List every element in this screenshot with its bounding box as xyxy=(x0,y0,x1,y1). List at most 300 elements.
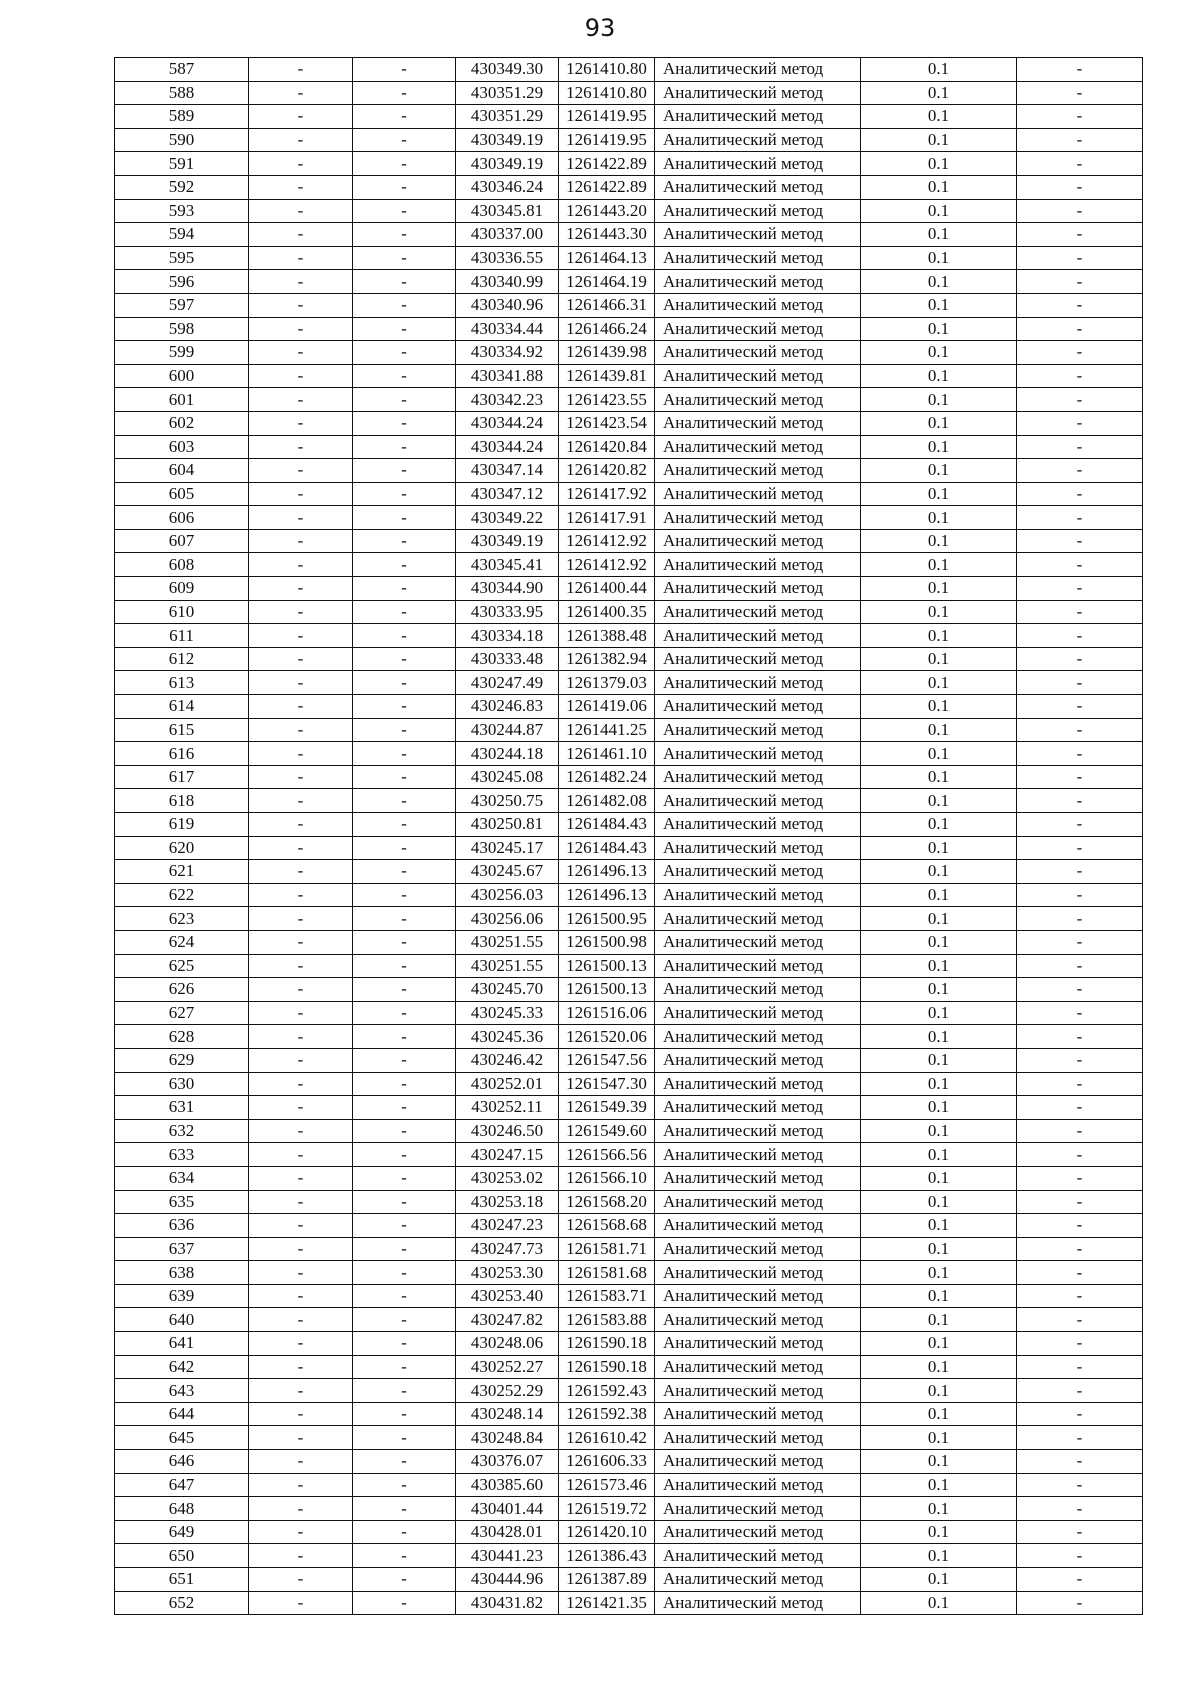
cell-col-h: - xyxy=(1017,577,1143,601)
cell-coord-y: 1261461.10 xyxy=(559,742,655,766)
cell-point-number: 636 xyxy=(115,1214,249,1238)
cell-col-b: - xyxy=(249,1166,353,1190)
cell-coord-y: 1261441.25 xyxy=(559,718,655,742)
cell-col-c: - xyxy=(353,1497,456,1521)
cell-coord-x: 430256.06 xyxy=(456,907,559,931)
cell-col-c: - xyxy=(353,246,456,270)
cell-method: Аналитический метод xyxy=(655,270,861,294)
cell-coord-x: 430250.75 xyxy=(456,789,559,813)
cell-precision: 0.1 xyxy=(861,1048,1017,1072)
cell-coord-x: 430431.82 xyxy=(456,1591,559,1615)
cell-method: Аналитический метод xyxy=(655,600,861,624)
cell-col-c: - xyxy=(353,152,456,176)
cell-method: Аналитический метод xyxy=(655,765,861,789)
table-row xyxy=(115,105,1143,129)
cell-method: Аналитический метод xyxy=(655,813,861,837)
cell-point-number: 632 xyxy=(115,1119,249,1143)
table-row xyxy=(115,1544,1143,1568)
cell-col-c: - xyxy=(353,223,456,247)
cell-precision: 0.1 xyxy=(861,671,1017,695)
cell-method: Аналитический метод xyxy=(655,1261,861,1285)
cell-col-h: - xyxy=(1017,1214,1143,1238)
cell-point-number: 593 xyxy=(115,199,249,223)
cell-coord-x: 430253.18 xyxy=(456,1190,559,1214)
cell-col-h: - xyxy=(1017,105,1143,129)
cell-method: Аналитический метод xyxy=(655,175,861,199)
cell-method: Аналитический метод xyxy=(655,907,861,931)
cell-col-c: - xyxy=(353,789,456,813)
cell-col-c: - xyxy=(353,600,456,624)
cell-col-h: - xyxy=(1017,506,1143,530)
cell-coord-y: 1261412.92 xyxy=(559,553,655,577)
cell-coord-y: 1261590.18 xyxy=(559,1355,655,1379)
cell-precision: 0.1 xyxy=(861,577,1017,601)
cell-col-c: - xyxy=(353,624,456,648)
cell-col-b: - xyxy=(249,647,353,671)
cell-precision: 0.1 xyxy=(861,907,1017,931)
cell-col-c: - xyxy=(353,813,456,837)
cell-point-number: 651 xyxy=(115,1568,249,1592)
table-row xyxy=(115,1237,1143,1261)
cell-col-h: - xyxy=(1017,529,1143,553)
cell-coord-x: 430247.49 xyxy=(456,671,559,695)
cell-point-number: 588 xyxy=(115,81,249,105)
cell-col-b: - xyxy=(249,1001,353,1025)
cell-col-c: - xyxy=(353,529,456,553)
table-row xyxy=(115,1473,1143,1497)
cell-precision: 0.1 xyxy=(861,789,1017,813)
cell-method: Аналитический метод xyxy=(655,482,861,506)
cell-method: Аналитический метод xyxy=(655,1096,861,1120)
cell-precision: 0.1 xyxy=(861,1190,1017,1214)
cell-method: Аналитический метод xyxy=(655,459,861,483)
table-row xyxy=(115,718,1143,742)
table-row xyxy=(115,482,1143,506)
cell-col-h: - xyxy=(1017,435,1143,459)
cell-col-c: - xyxy=(353,341,456,365)
cell-col-h: - xyxy=(1017,1355,1143,1379)
cell-point-number: 642 xyxy=(115,1355,249,1379)
table-row xyxy=(115,1261,1143,1285)
cell-col-b: - xyxy=(249,600,353,624)
cell-point-number: 587 xyxy=(115,58,249,82)
table-row xyxy=(115,978,1143,1002)
table-row xyxy=(115,1520,1143,1544)
cell-method: Аналитический метод xyxy=(655,1497,861,1521)
cell-coord-x: 430247.82 xyxy=(456,1308,559,1332)
table-row xyxy=(115,506,1143,530)
cell-point-number: 616 xyxy=(115,742,249,766)
cell-coord-x: 430250.81 xyxy=(456,813,559,837)
cell-coord-y: 1261466.24 xyxy=(559,317,655,341)
cell-precision: 0.1 xyxy=(861,718,1017,742)
cell-point-number: 601 xyxy=(115,388,249,412)
cell-col-b: - xyxy=(249,1048,353,1072)
cell-col-b: - xyxy=(249,1473,353,1497)
cell-precision: 0.1 xyxy=(861,1001,1017,1025)
cell-method: Аналитический метод xyxy=(655,105,861,129)
cell-col-b: - xyxy=(249,529,353,553)
cell-coord-y: 1261566.56 xyxy=(559,1143,655,1167)
cell-method: Аналитический метод xyxy=(655,246,861,270)
cell-col-c: - xyxy=(353,1025,456,1049)
table-row xyxy=(115,175,1143,199)
cell-coord-x: 430247.23 xyxy=(456,1214,559,1238)
cell-method: Аналитический метод xyxy=(655,1237,861,1261)
cell-method: Аналитический метод xyxy=(655,836,861,860)
cell-point-number: 607 xyxy=(115,529,249,553)
cell-precision: 0.1 xyxy=(861,1096,1017,1120)
cell-coord-y: 1261423.55 xyxy=(559,388,655,412)
table-row xyxy=(115,860,1143,884)
cell-col-h: - xyxy=(1017,930,1143,954)
cell-col-b: - xyxy=(249,907,353,931)
cell-point-number: 594 xyxy=(115,223,249,247)
cell-coord-y: 1261519.72 xyxy=(559,1497,655,1521)
cell-coord-x: 430428.01 xyxy=(456,1520,559,1544)
cell-coord-x: 430334.92 xyxy=(456,341,559,365)
cell-col-b: - xyxy=(249,742,353,766)
cell-coord-y: 1261386.43 xyxy=(559,1544,655,1568)
cell-col-h: - xyxy=(1017,1450,1143,1474)
cell-col-b: - xyxy=(249,317,353,341)
cell-col-b: - xyxy=(249,1261,353,1285)
cell-col-b: - xyxy=(249,1568,353,1592)
cell-col-b: - xyxy=(249,1284,353,1308)
table-row xyxy=(115,1048,1143,1072)
cell-coord-x: 430333.95 xyxy=(456,600,559,624)
cell-col-b: - xyxy=(249,1237,353,1261)
cell-col-c: - xyxy=(353,1402,456,1426)
cell-col-b: - xyxy=(249,105,353,129)
cell-point-number: 590 xyxy=(115,128,249,152)
cell-point-number: 602 xyxy=(115,411,249,435)
cell-point-number: 648 xyxy=(115,1497,249,1521)
cell-method: Аналитический метод xyxy=(655,1568,861,1592)
cell-col-c: - xyxy=(353,364,456,388)
cell-col-b: - xyxy=(249,388,353,412)
table-row xyxy=(115,317,1143,341)
cell-col-h: - xyxy=(1017,978,1143,1002)
cell-coord-y: 1261590.18 xyxy=(559,1332,655,1356)
cell-method: Аналитический метод xyxy=(655,1001,861,1025)
cell-col-h: - xyxy=(1017,1591,1143,1615)
cell-precision: 0.1 xyxy=(861,647,1017,671)
cell-col-c: - xyxy=(353,435,456,459)
cell-precision: 0.1 xyxy=(861,954,1017,978)
cell-coord-x: 430253.02 xyxy=(456,1166,559,1190)
cell-col-h: - xyxy=(1017,293,1143,317)
cell-col-c: - xyxy=(353,930,456,954)
cell-method: Аналитический метод xyxy=(655,317,861,341)
cell-coord-y: 1261484.43 xyxy=(559,836,655,860)
cell-col-c: - xyxy=(353,459,456,483)
table-row xyxy=(115,81,1143,105)
cell-precision: 0.1 xyxy=(861,1332,1017,1356)
cell-precision: 0.1 xyxy=(861,1426,1017,1450)
cell-method: Аналитический метод xyxy=(655,81,861,105)
cell-col-h: - xyxy=(1017,1426,1143,1450)
cell-col-h: - xyxy=(1017,317,1143,341)
cell-precision: 0.1 xyxy=(861,246,1017,270)
table-row xyxy=(115,364,1143,388)
cell-coord-y: 1261419.06 xyxy=(559,695,655,719)
cell-method: Аналитический метод xyxy=(655,529,861,553)
cell-col-c: - xyxy=(353,742,456,766)
cell-coord-y: 1261420.84 xyxy=(559,435,655,459)
cell-coord-x: 430244.18 xyxy=(456,742,559,766)
table-row xyxy=(115,765,1143,789)
cell-col-c: - xyxy=(353,860,456,884)
cell-method: Аналитический метод xyxy=(655,695,861,719)
cell-point-number: 599 xyxy=(115,341,249,365)
cell-coord-x: 430247.73 xyxy=(456,1237,559,1261)
cell-coord-x: 430245.67 xyxy=(456,860,559,884)
cell-col-h: - xyxy=(1017,907,1143,931)
table-row xyxy=(115,1166,1143,1190)
cell-col-c: - xyxy=(353,1166,456,1190)
cell-coord-y: 1261423.54 xyxy=(559,411,655,435)
cell-col-h: - xyxy=(1017,1096,1143,1120)
cell-col-b: - xyxy=(249,199,353,223)
cell-coord-y: 1261420.10 xyxy=(559,1520,655,1544)
cell-col-b: - xyxy=(249,671,353,695)
table-row xyxy=(115,1379,1143,1403)
cell-precision: 0.1 xyxy=(861,364,1017,388)
cell-coord-x: 430344.90 xyxy=(456,577,559,601)
cell-precision: 0.1 xyxy=(861,81,1017,105)
cell-coord-y: 1261484.43 xyxy=(559,813,655,837)
cell-coord-x: 430351.29 xyxy=(456,81,559,105)
cell-point-number: 610 xyxy=(115,600,249,624)
cell-point-number: 639 xyxy=(115,1284,249,1308)
table-row xyxy=(115,954,1143,978)
cell-precision: 0.1 xyxy=(861,1237,1017,1261)
table-row xyxy=(115,553,1143,577)
cell-col-b: - xyxy=(249,246,353,270)
cell-col-h: - xyxy=(1017,175,1143,199)
cell-col-b: - xyxy=(249,765,353,789)
cell-method: Аналитический метод xyxy=(655,1143,861,1167)
cell-col-b: - xyxy=(249,435,353,459)
cell-col-b: - xyxy=(249,506,353,530)
cell-col-c: - xyxy=(353,506,456,530)
cell-coord-y: 1261606.33 xyxy=(559,1450,655,1474)
cell-coord-y: 1261419.95 xyxy=(559,105,655,129)
cell-col-h: - xyxy=(1017,341,1143,365)
cell-col-h: - xyxy=(1017,883,1143,907)
cell-col-h: - xyxy=(1017,1402,1143,1426)
cell-col-c: - xyxy=(353,1214,456,1238)
cell-col-h: - xyxy=(1017,789,1143,813)
cell-point-number: 630 xyxy=(115,1072,249,1096)
table-row xyxy=(115,577,1143,601)
page-number: 93 xyxy=(584,14,616,42)
cell-precision: 0.1 xyxy=(861,1072,1017,1096)
cell-point-number: 631 xyxy=(115,1096,249,1120)
cell-point-number: 625 xyxy=(115,954,249,978)
cell-coord-y: 1261387.89 xyxy=(559,1568,655,1592)
cell-col-c: - xyxy=(353,105,456,129)
cell-col-c: - xyxy=(353,765,456,789)
cell-point-number: 652 xyxy=(115,1591,249,1615)
cell-precision: 0.1 xyxy=(861,1214,1017,1238)
cell-col-h: - xyxy=(1017,81,1143,105)
cell-col-h: - xyxy=(1017,742,1143,766)
cell-precision: 0.1 xyxy=(861,883,1017,907)
cell-col-b: - xyxy=(249,364,353,388)
cell-point-number: 597 xyxy=(115,293,249,317)
cell-method: Аналитический метод xyxy=(655,1072,861,1096)
cell-col-b: - xyxy=(249,58,353,82)
table-row xyxy=(115,293,1143,317)
table-row xyxy=(115,836,1143,860)
cell-method: Аналитический метод xyxy=(655,1450,861,1474)
cell-col-b: - xyxy=(249,1143,353,1167)
cell-col-c: - xyxy=(353,388,456,412)
cell-coord-x: 430349.19 xyxy=(456,529,559,553)
cell-col-b: - xyxy=(249,1072,353,1096)
cell-coord-y: 1261466.31 xyxy=(559,293,655,317)
cell-col-b: - xyxy=(249,223,353,247)
cell-method: Аналитический метод xyxy=(655,883,861,907)
cell-col-c: - xyxy=(353,58,456,82)
cell-point-number: 649 xyxy=(115,1520,249,1544)
cell-coord-x: 430246.42 xyxy=(456,1048,559,1072)
cell-coord-y: 1261400.44 xyxy=(559,577,655,601)
cell-coord-y: 1261388.48 xyxy=(559,624,655,648)
cell-coord-y: 1261592.38 xyxy=(559,1402,655,1426)
cell-col-c: - xyxy=(353,718,456,742)
table-row xyxy=(115,1025,1143,1049)
cell-coord-y: 1261482.24 xyxy=(559,765,655,789)
table-row xyxy=(115,695,1143,719)
cell-method: Аналитический метод xyxy=(655,223,861,247)
cell-coord-y: 1261592.43 xyxy=(559,1379,655,1403)
cell-precision: 0.1 xyxy=(861,978,1017,1002)
table-row xyxy=(115,128,1143,152)
cell-method: Аналитический метод xyxy=(655,1214,861,1238)
cell-method: Аналитический метод xyxy=(655,364,861,388)
cell-coord-y: 1261547.30 xyxy=(559,1072,655,1096)
cell-coord-y: 1261500.13 xyxy=(559,978,655,1002)
cell-coord-y: 1261400.35 xyxy=(559,600,655,624)
table-row xyxy=(115,600,1143,624)
cell-coord-x: 430340.96 xyxy=(456,293,559,317)
cell-precision: 0.1 xyxy=(861,58,1017,82)
table-row xyxy=(115,1402,1143,1426)
cell-col-b: - xyxy=(249,459,353,483)
cell-method: Аналитический метод xyxy=(655,954,861,978)
cell-precision: 0.1 xyxy=(861,1520,1017,1544)
cell-point-number: 622 xyxy=(115,883,249,907)
cell-method: Аналитический метод xyxy=(655,1520,861,1544)
cell-method: Аналитический метод xyxy=(655,1332,861,1356)
cell-col-b: - xyxy=(249,1520,353,1544)
cell-point-number: 618 xyxy=(115,789,249,813)
cell-col-h: - xyxy=(1017,1237,1143,1261)
cell-col-h: - xyxy=(1017,765,1143,789)
cell-col-c: - xyxy=(353,1520,456,1544)
cell-col-c: - xyxy=(353,1544,456,1568)
cell-method: Аналитический метод xyxy=(655,58,861,82)
cell-point-number: 634 xyxy=(115,1166,249,1190)
cell-method: Аналитический метод xyxy=(655,860,861,884)
table-row xyxy=(115,1284,1143,1308)
cell-precision: 0.1 xyxy=(861,175,1017,199)
cell-point-number: 600 xyxy=(115,364,249,388)
cell-point-number: 589 xyxy=(115,105,249,129)
cell-col-c: - xyxy=(353,482,456,506)
cell-coord-y: 1261439.81 xyxy=(559,364,655,388)
table-row xyxy=(115,411,1143,435)
cell-precision: 0.1 xyxy=(861,411,1017,435)
cell-method: Аналитический метод xyxy=(655,978,861,1002)
cell-coord-x: 430252.27 xyxy=(456,1355,559,1379)
cell-coord-y: 1261443.20 xyxy=(559,199,655,223)
cell-col-b: - xyxy=(249,81,353,105)
cell-coord-x: 430245.70 xyxy=(456,978,559,1002)
cell-col-h: - xyxy=(1017,223,1143,247)
cell-point-number: 627 xyxy=(115,1001,249,1025)
cell-point-number: 598 xyxy=(115,317,249,341)
cell-method: Аналитический метод xyxy=(655,388,861,412)
cell-col-h: - xyxy=(1017,1308,1143,1332)
cell-col-b: - xyxy=(249,553,353,577)
cell-coord-x: 430251.55 xyxy=(456,954,559,978)
cell-col-c: - xyxy=(353,1568,456,1592)
cell-coord-y: 1261496.13 xyxy=(559,883,655,907)
cell-col-h: - xyxy=(1017,270,1143,294)
cell-method: Аналитический метод xyxy=(655,411,861,435)
cell-coord-y: 1261549.39 xyxy=(559,1096,655,1120)
cell-precision: 0.1 xyxy=(861,435,1017,459)
cell-coord-x: 430248.06 xyxy=(456,1332,559,1356)
cell-coord-y: 1261568.20 xyxy=(559,1190,655,1214)
cell-coord-x: 430252.11 xyxy=(456,1096,559,1120)
cell-coord-x: 430337.00 xyxy=(456,223,559,247)
cell-col-h: - xyxy=(1017,411,1143,435)
cell-col-c: - xyxy=(353,978,456,1002)
cell-col-h: - xyxy=(1017,860,1143,884)
cell-coord-x: 430346.24 xyxy=(456,175,559,199)
cell-precision: 0.1 xyxy=(861,482,1017,506)
cell-point-number: 609 xyxy=(115,577,249,601)
cell-col-c: - xyxy=(353,293,456,317)
cell-coord-x: 430376.07 xyxy=(456,1450,559,1474)
cell-col-c: - xyxy=(353,1308,456,1332)
cell-coord-x: 430252.29 xyxy=(456,1379,559,1403)
cell-method: Аналитический метод xyxy=(655,1190,861,1214)
cell-col-b: - xyxy=(249,1450,353,1474)
cell-method: Аналитический метод xyxy=(655,1544,861,1568)
cell-col-b: - xyxy=(249,175,353,199)
cell-col-b: - xyxy=(249,1119,353,1143)
table-row xyxy=(115,1119,1143,1143)
cell-col-c: - xyxy=(353,1190,456,1214)
cell-coord-x: 430344.24 xyxy=(456,435,559,459)
cell-col-c: - xyxy=(353,1591,456,1615)
cell-coord-y: 1261496.13 xyxy=(559,860,655,884)
cell-col-b: - xyxy=(249,695,353,719)
cell-point-number: 612 xyxy=(115,647,249,671)
table-row xyxy=(115,1308,1143,1332)
cell-coord-x: 430345.81 xyxy=(456,199,559,223)
cell-col-b: - xyxy=(249,152,353,176)
cell-col-h: - xyxy=(1017,695,1143,719)
cell-coord-x: 430336.55 xyxy=(456,246,559,270)
cell-col-h: - xyxy=(1017,58,1143,82)
